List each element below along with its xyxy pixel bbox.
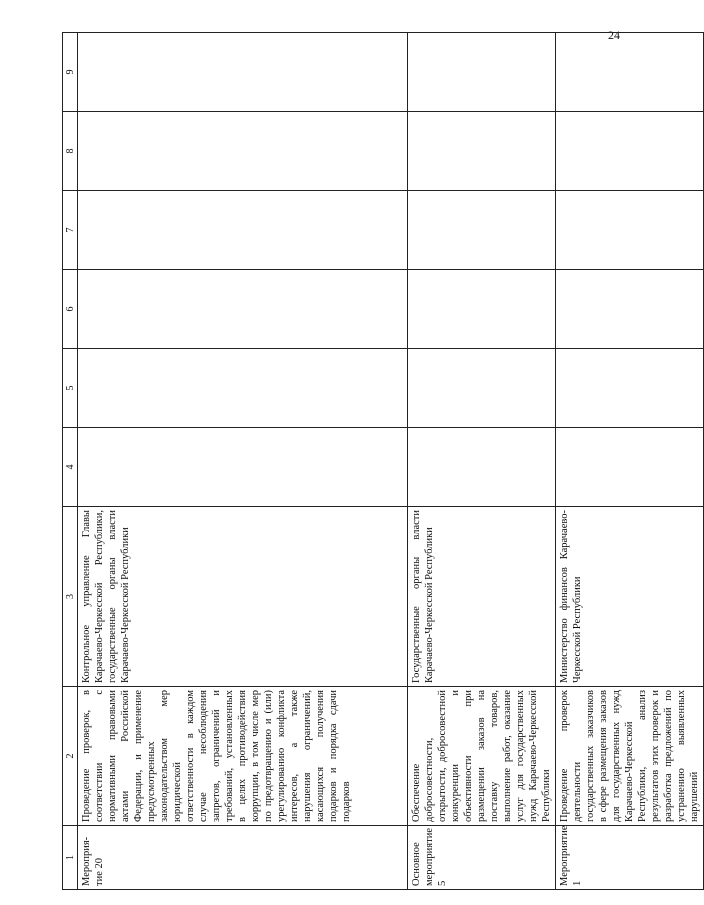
empty-cell (408, 428, 556, 507)
empty-cell (78, 33, 408, 112)
header-col-6: 6 (63, 270, 78, 349)
header-col-5: 5 (63, 349, 78, 428)
header-col-4: 4 (63, 428, 78, 507)
empty-cell (78, 112, 408, 191)
header-col-2: 2 (63, 687, 78, 826)
empty-cell (556, 349, 704, 428)
empty-cell (78, 349, 408, 428)
empty-cell (408, 33, 556, 112)
empty-cell (556, 428, 704, 507)
empty-cell (408, 270, 556, 349)
table-row (408, 33, 556, 890)
activity-description-cell: Проведение проверок, в соответствии с нормативными правовыми актами Российской Федерации, и применение предусмотренных законодательством мер юридической ответственности в каждом случае несоблюдения запретов, ограничений и требований, установленных в целях противодействия коррупции, в том числе мер по предотвращению и (или) урегулированию конфликта интересов, а также нарушения ограничений, касающихся получения подарков и порядка сдачи подарков (78, 687, 408, 826)
activity-description-cell: Проведение проверок деятельности государственных заказчиков в сфере размещения заказов для государственных нужд Карачаево-Черкесской Республики, анализ результатов этих проверок и разработка предложений по устранению выявленных нарушений (556, 687, 704, 826)
empty-cell (556, 112, 704, 191)
header-col-1: 1 (63, 826, 78, 890)
page-number: 24 (608, 28, 620, 42)
empty-cell (408, 349, 556, 428)
empty-cell (556, 33, 704, 112)
table-header (63, 33, 78, 890)
responsible-executor-cell: Контрольное управление Главы Карачаево-Черкесской Республики, государственные органы власти Карачаево-Черкесской Республики (78, 507, 408, 687)
header-col-8: 8 (63, 112, 78, 191)
header-col-7: 7 (63, 191, 78, 270)
empty-cell (408, 191, 556, 270)
empty-cell (556, 270, 704, 349)
activity-id-cell: Основное мероприятие 5 (408, 826, 556, 890)
activity-id-cell: Мероприя- тие 20 (78, 826, 408, 890)
rotated-table-container (62, 32, 700, 890)
empty-cell (556, 191, 704, 270)
empty-cell (408, 112, 556, 191)
responsible-executor-cell: Государственные органы власти Карачаево-Черкесской Республики (408, 507, 556, 687)
header-col-9: 9 (63, 33, 78, 112)
table-row (78, 33, 408, 890)
empty-cell (78, 270, 408, 349)
empty-cell (78, 428, 408, 507)
activity-id-cell: Мероприятие 1 (556, 826, 704, 890)
empty-cell (78, 191, 408, 270)
activity-description-cell: Обеспечение добросовестности, открытости, добросовестной конкуренции и объективности при размещении заказов на поставку товаров, выполнение работ, оказание услуг для государственных нужд Карачаево-Черкесской Республики (408, 687, 556, 826)
responsible-executor-cell: Министерство финансов Карачаево-Черкесской Республики (556, 507, 704, 687)
header-col-3: 3 (63, 507, 78, 687)
table-row (556, 33, 704, 890)
activity-table (62, 32, 704, 890)
